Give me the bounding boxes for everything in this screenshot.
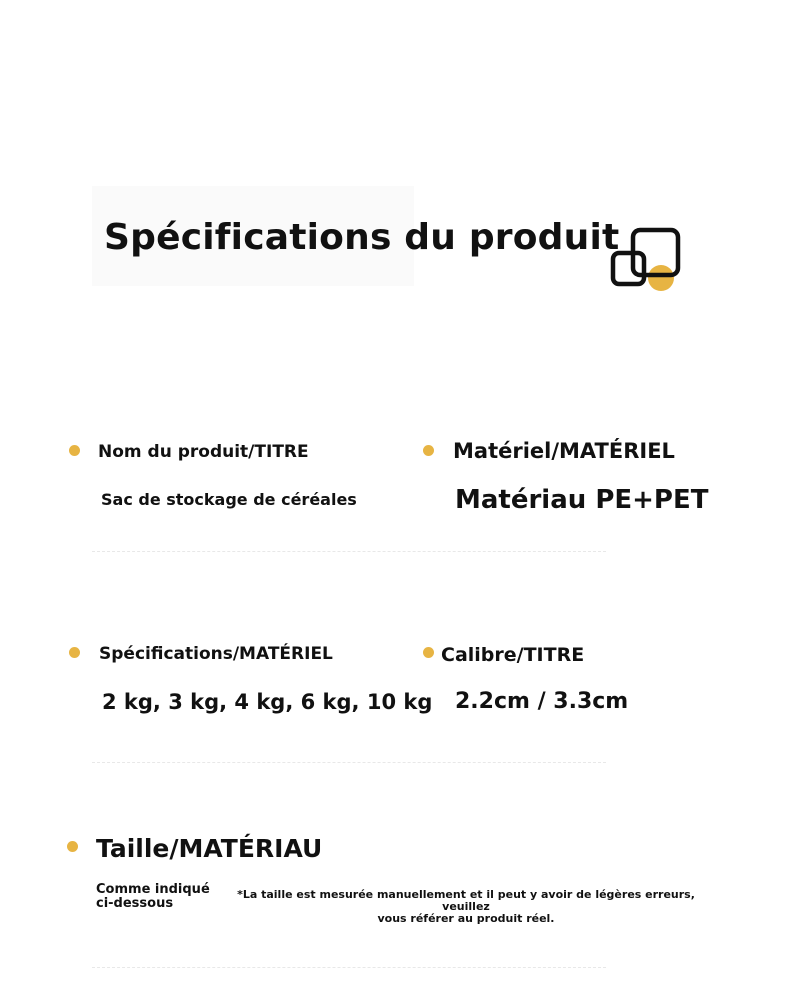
size-note-line: vous référer au produit réel. [377, 912, 555, 925]
bullet-dot [423, 647, 434, 658]
size-value-line: Comme indiqué [96, 882, 210, 897]
size-note-line: *La taille est mesurée manuellement et il peut y avoir de légères erreurs, veuillez [237, 888, 695, 913]
bullet-dot [423, 445, 434, 456]
specifications-value: 2 kg, 3 kg, 4 kg, 6 kg, 10 kg [102, 690, 433, 714]
size-note [226, 889, 706, 925]
product-name-value: Sac de stockage de céréales [101, 490, 357, 509]
product-name-label: Nom du produit/TITRE [98, 442, 309, 462]
size-value-line: ci-dessous [96, 896, 174, 911]
material-label: Matériel/MATÉRIEL [453, 439, 675, 463]
section-divider [92, 551, 606, 552]
overlapping-squares-icon [608, 226, 684, 292]
caliber-value: 2.2cm / 3.3cm [455, 689, 629, 714]
section-divider [92, 762, 606, 763]
specifications-label: Spécifications/MATÉRIEL [99, 644, 333, 664]
section-divider [92, 967, 606, 968]
bullet-dot [69, 647, 80, 658]
caliber-label: Calibre/TITRE [441, 644, 585, 666]
bullet-dot [69, 445, 80, 456]
material-value: Matériau PE+PET [455, 485, 709, 515]
logo-accent-dot [648, 265, 674, 291]
size-label: Taille/MATÉRIAU [96, 834, 323, 863]
size-value [96, 883, 210, 911]
page-title: Spécifications du produit [104, 217, 620, 258]
bullet-dot [67, 841, 78, 852]
